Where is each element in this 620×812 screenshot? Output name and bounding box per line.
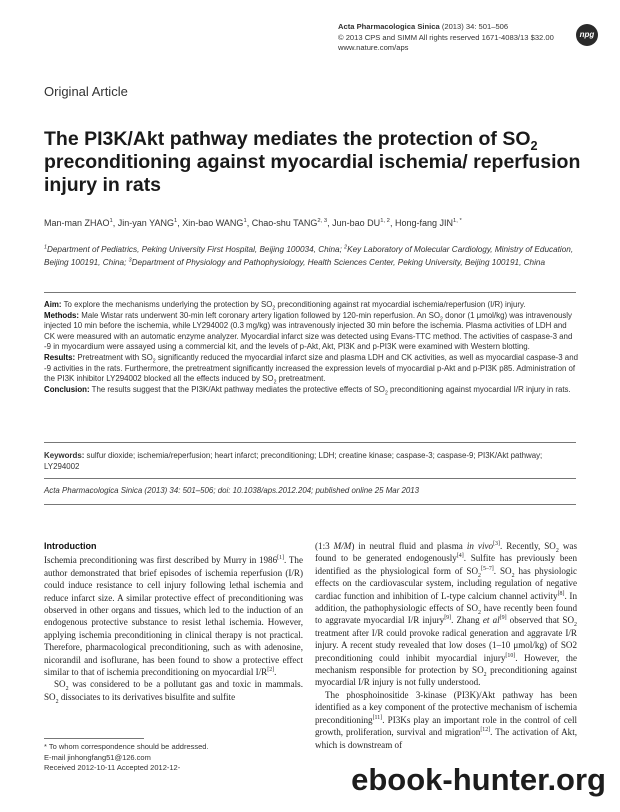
citation-line: Acta Pharmacologica Sinica (2013) 34: 501–506; doi: 10.1038/aps.2012.204; published online 25 Mar 2013 [44,486,420,495]
abstract-bottom-rule [44,442,576,443]
watermark-text: ebook-hunter.org [351,762,606,797]
body-column-left [44,540,303,703]
abstract-top-rule [44,292,576,293]
section-label: Original Article [44,84,128,99]
abstract [44,300,578,395]
copyright-line: © 2013 CPS and SIMM All rights reserved 1671-4083/13 $32.00 [338,32,554,42]
body-paragraph: $SO_2$ was considered to be a pollutant gas and toxic in mammals. $SO_2$ dissociates to its derivatives bisulfite and sulfite [44,679,303,705]
abstract-results: Results: Pretreatment with $SO_2$ significantly reduced the myocardial infarct size and plasma LDH and CK activities, as well as myocardial caspase-3 and -9 activities in the rats. Furthermore, the pretreatment significantly increased the expression levels of myocardial p-Akt and p-PI3K p85. Administration of the PI3K inhibitor LY294002 blocked all the effects induced by $SO_2$ pretreatment. [44,352,578,386]
footnote-rule [44,738,144,739]
article-title: The PI3K/Akt pathway mediates the protection of $SO_2$ preconditioning against myocardial ischemia/ reperfusion injury in rats [44,128,581,196]
correspondence-note: * To whom correspondence should be addressed. [44,742,209,751]
keywords-rule [44,478,576,479]
footnotes [44,742,304,774]
received-line: Received 2012-10-11 Accepted 2012-12- [44,763,181,773]
citation-rule [44,504,576,505]
journal-issue: (2013) 34: 501–506 [439,22,509,31]
intro-heading: Introduction [44,541,97,551]
abstract-conclusion: Conclusion: The results suggest that the PI3K/Akt pathway mediates the protective effects of $SO_2$ preconditioning against myocardial I/R injury in rats. [44,384,571,397]
npg-logo: npg [576,24,598,46]
body-column-right [315,540,577,751]
keywords: Keywords: sulfur dioxide; ischemia/reperfusion; heart infarct; preconditioning; LDH; creatine kinase; caspase-3; caspase-9; PI3K/Akt pathway; LY294002 [44,451,543,471]
body-paragraph: Ischemia preconditioning was first described by Murry in 1986[1]. The author demonstrated that brief episodes of ischemia reperfusion (I/R) could induce resistance to cell injury following lethal ischemia and reduce infarct size. A similar protective effect of preconditioning was observed in other organs and tissues, which led to the induction of an endogenous protective substance to resist lethal ischemia. However, applying ischemia preconditioning in clinical therapy is not practical. Therefore, pharmacological preconditioning, such as with adenosine, nicorandil and isoflurane, has been found to show a protective effect similar to that of ischemia preconditioning on myocardial I/R[2]. [44,555,303,678]
author-list: Man-man ZHAO$^1$, Jin-yan YANG$^1$, Xin-bao WANG$^1$, Chao-shu TANG$^{2, 3}$, Jun-bao DU$^{1, 2}$, Hong-fang $JIN^{1, *}$ [44,218,462,228]
journal-header [338,22,568,54]
abstract-aim: Aim: To explore the mechanisms underlying the protection by $SO_2$ preconditioning against rat myocardial ischemia/reperfusion (I/R) injury. [44,300,526,312]
journal-url[interactable]: www.nature.com/aps [338,43,409,52]
email-line[interactable]: E-mail jinhongfang51@126.com [44,752,151,762]
affiliations: $^1$Department of Pediatrics, Peking University First Hospital, Beijing 100034, China; $^2$Key Laboratory of Molecular Cardiology, Ministry of Education, Beijing 100191, China; $^3$Department of Physiology and Pathophysiology, Health Sciences Center, Peking University, Beijing 100191, China [44,244,574,267]
journal-name: Acta Pharmacologica Sinica [338,22,440,31]
body-paragraph: (1:3 M/M) in neutral fluid and plasma in vivo[3]. Recently, $SO_2$ was found to be generated endogenously[4]. Sulfite has previously been identified as the physiological form of $SO_2[5-7]$. $SO_2$ has physiologic effects on the cardiovascular system, including regulation of negative cardiac function and inhibition of L-type calcium channel activity[8]. In addition, the pathophysiologic effects of $SO_2$ have recently been found to aggravate myocardial I/R injury[9]. Zhang et al[9] observed that $SO_2$ treatment after I/R could provoke radical generation and aggravate I/R injury. A recent study revealed that low doses (1–10 μmol/kg) of SO2 preconditioning could inhibit myocardial injury[10]. However, the mechanism responsible for protection by $SO_2$ preconditioning against myocardial I/R injury is not fully understood. [315,540,578,688]
abstract-methods: Methods: Male Wistar rats underwent 30-min left coronary artery ligation followed by 120-min reperfusion. An $SO_2$ donor (1 μmol/kg) was intravenously injected 10 min before the ischemia, while LY294002 (0.3 mg/kg) was intravenously injected 30 min before the ischemia. Plasma activities of LDH and CK were measured with an automatic enzyme analyzer. Myocardial infarct size was detected using Evans-TTC method. The activities of caspase-3 and -9 in myocardium were assayed using a commercial kit, and the levels of p-Akt, Akt, PI3K and p-PI3K were examined with Western blotting. [44,310,573,352]
body-paragraph: The phosphoinositide 3-kinase (PI3K)/Akt pathway has been identified as a key component of the protective mechanism of ischemia preconditioning[11]. PI3Ks play an important role in the control of cell growth, proliferation, survival and migration[12]. The activation of Akt, which is downstream of [315,689,578,750]
